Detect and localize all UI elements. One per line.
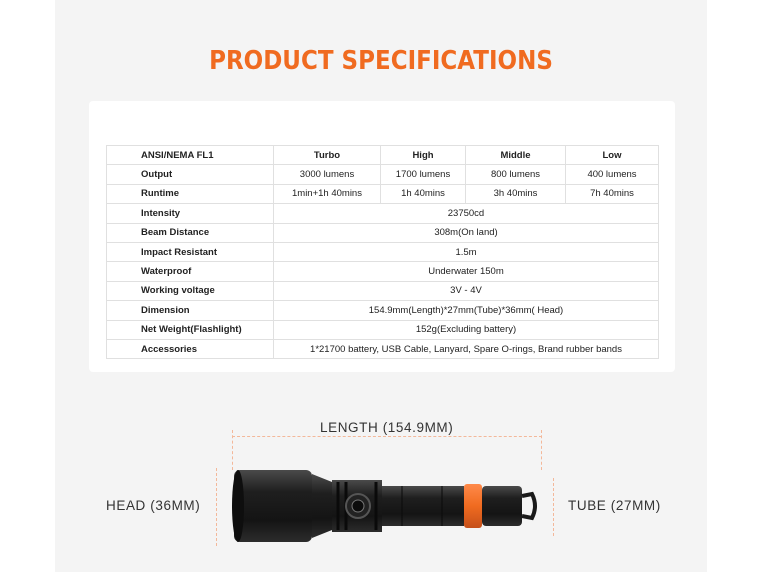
header-cell: Low [566,146,659,165]
table-cell: 154.9mm(Length)*27mm(Tube)*36mm( Head) [274,301,659,320]
table-row [107,281,659,300]
table-cell: 3V - 4V [274,281,659,300]
flashlight-image [232,466,552,546]
row-label: Working voltage [107,281,274,300]
table-row [107,320,659,339]
table-row [107,184,659,203]
table-cell: 3h 40mins [466,184,566,203]
table-cell: 800 lumens [466,165,566,184]
row-label: Waterproof [107,262,274,281]
row-label: Beam Distance [107,223,274,242]
page-title: PRODUCT SPECIFICATIONS [209,46,553,76]
row-label: Output [107,165,274,184]
table-cell: 7h 40mins [566,184,659,203]
header-cell: ANSI/NEMA FL1 [107,146,274,165]
spec-table [106,145,659,359]
table-cell: 400 lumens [566,165,659,184]
table-row [107,262,659,281]
table-header-row [107,146,659,165]
table-row [107,223,659,242]
row-label: Impact Resistant [107,242,274,261]
row-label: Intensity [107,204,274,223]
row-label: Dimension [107,301,274,320]
header-cell: Middle [466,146,566,165]
head-dimension-line [216,468,217,546]
table-cell: 1700 lumens [381,165,466,184]
head-label: HEAD (36MM) [106,498,201,513]
table-cell: 152g(Excluding battery) [274,320,659,339]
table-row [107,301,659,320]
length-guide-left [232,430,233,470]
row-label: Net Weight(Flashlight) [107,320,274,339]
header-cell: High [381,146,466,165]
table-cell: 1.5m [274,242,659,261]
table-row [107,242,659,261]
table-row [107,204,659,223]
table-cell: Underwater 150m [274,262,659,281]
row-label: Runtime [107,184,274,203]
length-label: LENGTH (154.9MM) [320,420,454,435]
tube-label: TUBE (27MM) [568,498,661,513]
table-cell: 308m(On land) [274,223,659,242]
table-cell: 1*21700 battery, USB Cable, Lanyard, Spare O-rings, Brand rubber bands [274,339,659,358]
length-guide-right [541,430,542,470]
table-cell: 1min+1h 40mins [274,184,381,203]
row-label: Accessories [107,339,274,358]
table-cell: 3000 lumens [274,165,381,184]
table-row [107,339,659,358]
tube-dimension-line [553,478,554,536]
table-cell: 23750cd [274,204,659,223]
length-dimension-line [232,436,542,437]
table-cell: 1h 40mins [381,184,466,203]
header-cell: Turbo [274,146,381,165]
table-row [107,165,659,184]
